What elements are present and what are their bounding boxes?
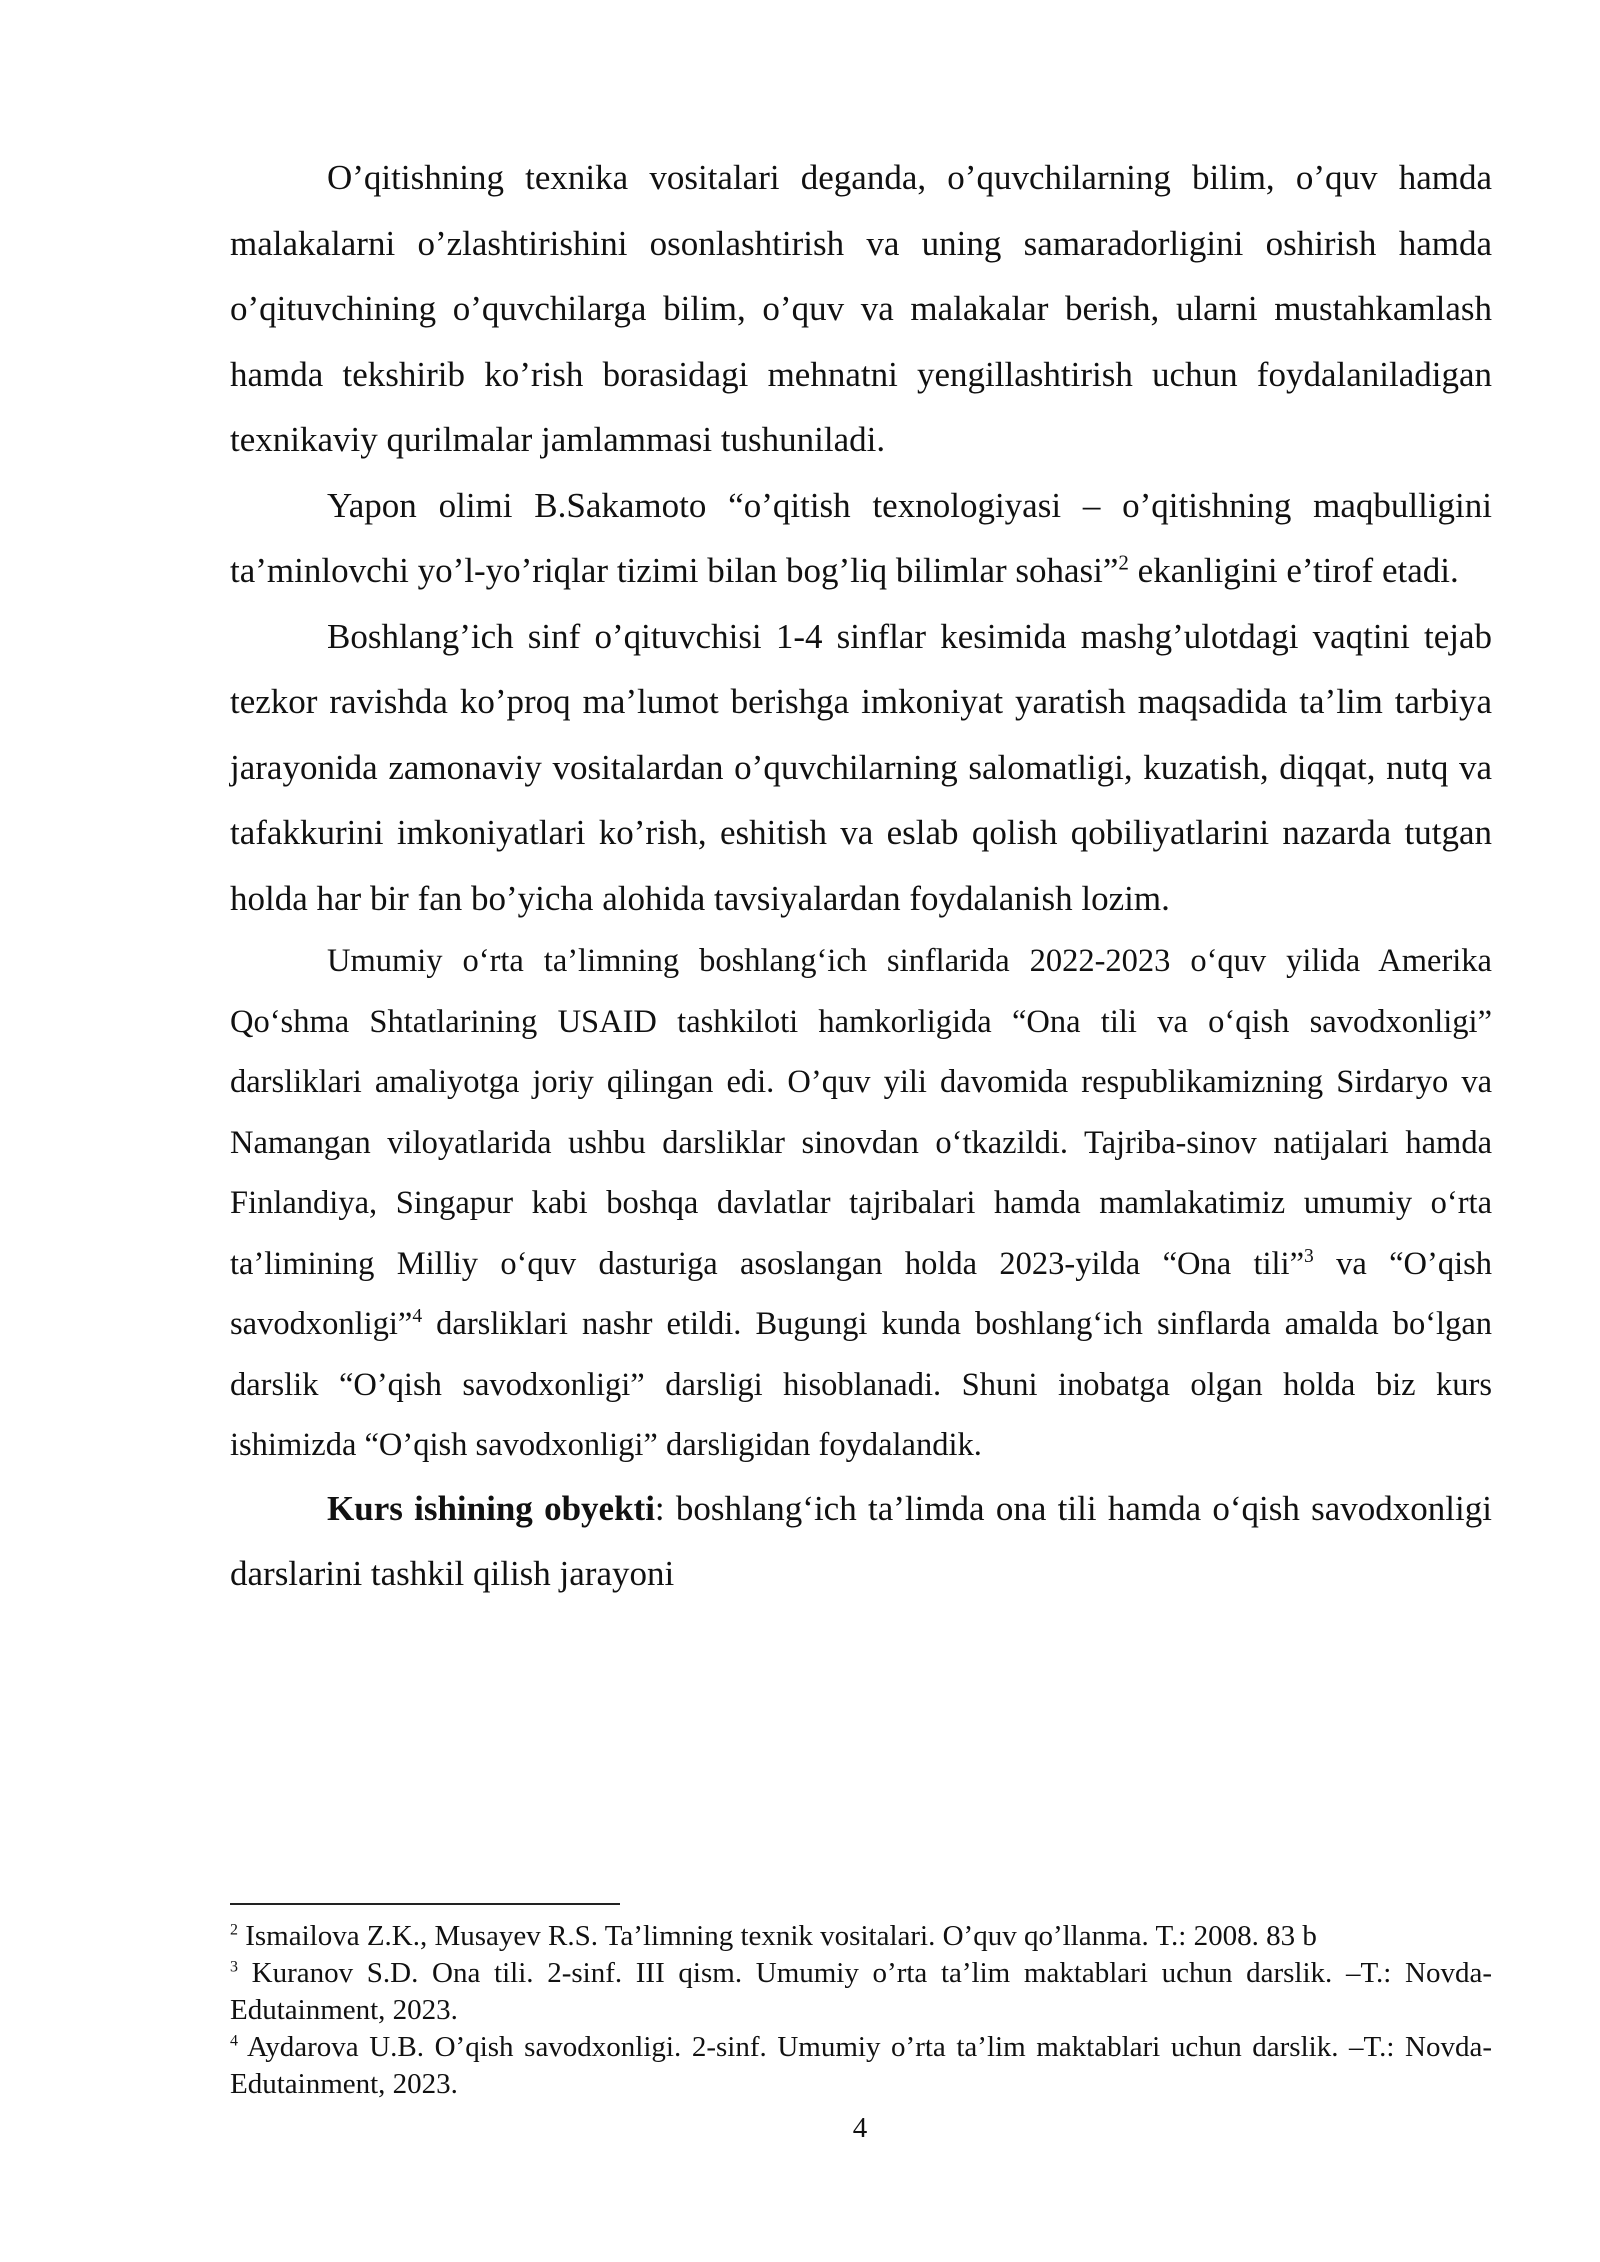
page-number: 4 [852, 2112, 868, 2144]
footnote-text: Ismailova Z.K., Musayev R.S. Ta’limning texnik vositalari. O’quv qo’llanma. T.: 2008. 83 b [237, 1920, 1317, 1952]
course-object-label: Kurs ishining obyekti [327, 1488, 655, 1528]
footnote-number: 4 [230, 2032, 238, 2050]
footnotes [230, 1918, 1492, 2103]
paragraph-text: darsliklari nashr etildi. Bugungi kunda boshlang‘ich sinflarda amalda bo‘lgan darslik “O’qish savodxonligi” darsligi hisoblanadi. Shuni inobatga olgan holda biz kurs ishimizda “O’qish savodxonligi” darsligidan foydalandik. [230, 1306, 1492, 1463]
paragraph-usaid-textbooks [230, 931, 1492, 1476]
paragraph-text: va “O’qish savodxonligi” [230, 1245, 1492, 1342]
paragraph-text: ekanligini e’tirof etadi. [1128, 551, 1459, 590]
paragraph-text: Umumiy o‘rta ta’limning boshlang‘ich sinflarida 2022-2023 o‘quv yilida Amerika Qo‘shma Shtatlarining USAID tashkiloti hamkorligida “Ona tili va o‘qish savodxonligi” darsliklari amaliyotga joriy qilingan edi. O’quv yili davomida respublikamizning Sirdaryo va Namangan viloyatlarida ushbu darsliklar sinovdan o‘tkazildi. Tajriba-sinov natijalari hamda Finlandiya, Singapur kabi boshqa davlatlar tajribalari hamda mamlakatimiz umumiy o‘rta ta’limining Milliy o‘quv dasturiga asoslangan holda 2023-yilda “Ona tili” [230, 943, 1492, 1282]
footnote-separator [230, 1903, 620, 1905]
footnote-item [230, 1955, 1492, 2029]
footnote-ref-3[interactable]: 3 [1304, 1245, 1314, 1267]
footnote-number: 2 [230, 1921, 238, 1939]
paragraph-text: : boshlang‘ich ta’limda ona tili hamda o‘qish savodxonligi darslarini tashkil qilish jarayoni [230, 1488, 1492, 1593]
footnote-item [230, 1918, 1492, 1955]
paragraph-text: Yapon olimi B.Sakamoto “o’qitish texnologiyasi – o’qitishning maqbulligini ta’minlovchi yo’l-yo’riqlar tizimi bilan bog’liq bilimlar sohasi” [230, 485, 1492, 590]
footnote-ref-4[interactable]: 4 [412, 1306, 423, 1328]
document-body [230, 145, 1492, 1607]
paragraph-course-object [230, 1476, 1492, 1607]
paragraph-sakamoto [230, 473, 1492, 604]
paragraph-technical-means: O’qitishning texnika vositalari deganda, o’quvchilarning bilim, o’quv hamda malakalarni o’zlashtirishini osonlashtirish va uning samaradorligini oshirish hamda o’qituvchining o’quvchilarga bilim, o’quv va malakalar berish, ularni mustahkamlash hamda tekshirib ko’rish borasidagi mehnatni yengillashtirish uchun foydalaniladigan texnikaviy qurilmalar jamlammasi tushuniladi. [230, 158, 1492, 459]
paragraph-primary-teacher: Boshlang’ich sinf o’qituvchisi 1-4 sinflar kesimida mashg’ulotdagi vaqtini tejab tezkor ravishda ko’proq ma’lumot berishga imkoniyat yaratish maqsadida ta’lim tarbiya jarayonida zamonaviy vositalardan o’quvchilarning salomatligi, kuzatish, diqqat, nutq va tafakkurini imkoniyatlari ko’rish, eshitish va eslab qolish qobiliyatlarini nazarda tutgan holda har bir fan bo’yicha alohida tavsiyalardan foydalanish lozim. [230, 616, 1492, 918]
footnote-text: Aydarova U.B. O’qish savodxonligi. 2-sinf. Umumiy o’rta ta’lim maktablari uchun darslik. –T.: Novda-Edutainment, 2023. [230, 2031, 1492, 2100]
footnote-item [230, 2029, 1492, 2103]
footnote-ref-2[interactable]: 2 [1118, 550, 1129, 575]
footnote-number: 3 [230, 1958, 238, 1976]
footnote-text: Kuranov S.D. Ona tili. 2-sinf. III qism. Umumiy o’rta ta’lim maktablari uchun darslik. –T.: Novda-Edutainment, 2023. [230, 1957, 1492, 2026]
